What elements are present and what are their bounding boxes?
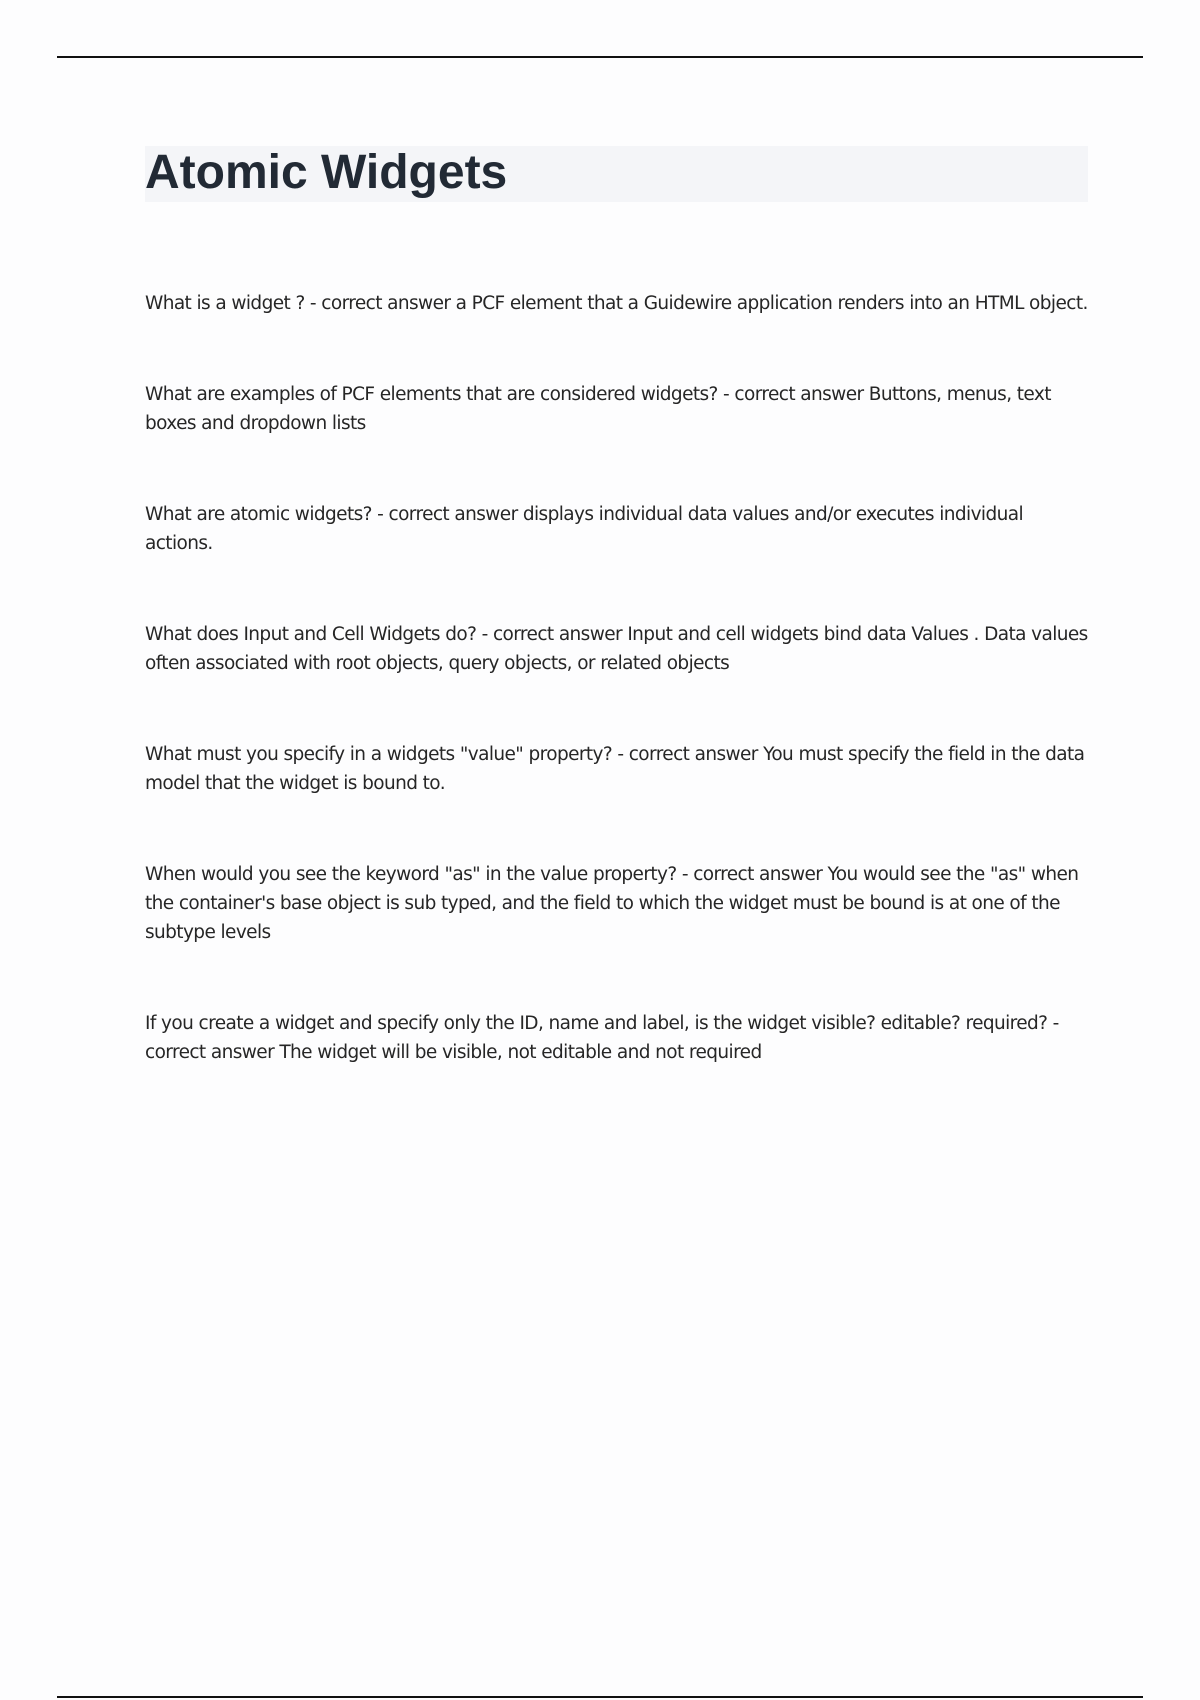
- qa-list: [145, 289, 1095, 1129]
- top-rule: [57, 56, 1143, 58]
- page-title: Atomic Widgets: [145, 146, 508, 199]
- qa-item: If you create a widget and specify only the ID, name and label, is the widget visible? editable? required? - correct answer The widget will be visible, not editable and not required: [145, 1013, 1059, 1063]
- qa-item: What must you specify in a widgets "value" property? - correct answer You must specify the field in the data model that the widget is bound to.: [145, 744, 1085, 794]
- qa-item: What are examples of PCF elements that are considered widgets? - correct answer Buttons, menus, text boxes and dropdown lists: [145, 384, 1051, 434]
- qa-item: What are atomic widgets? - correct answer displays individual data values and/or executes individual actions.: [145, 504, 1024, 554]
- qa-item: When would you see the keyword "as" in the value property? - correct answer You would see the "as" when the container's base object is sub typed, and the field to which the widget must be bound is at one of the subtype levels: [145, 864, 1079, 943]
- bottom-rule: [57, 1696, 1143, 1698]
- qa-item: What does Input and Cell Widgets do? - correct answer Input and cell widgets bind data Values . Data values often associated with root objects, query objects, or related objects: [145, 624, 1088, 674]
- qa-item: What is a widget ? - correct answer a PCF element that a Guidewire application renders into an HTML object.: [145, 293, 1088, 314]
